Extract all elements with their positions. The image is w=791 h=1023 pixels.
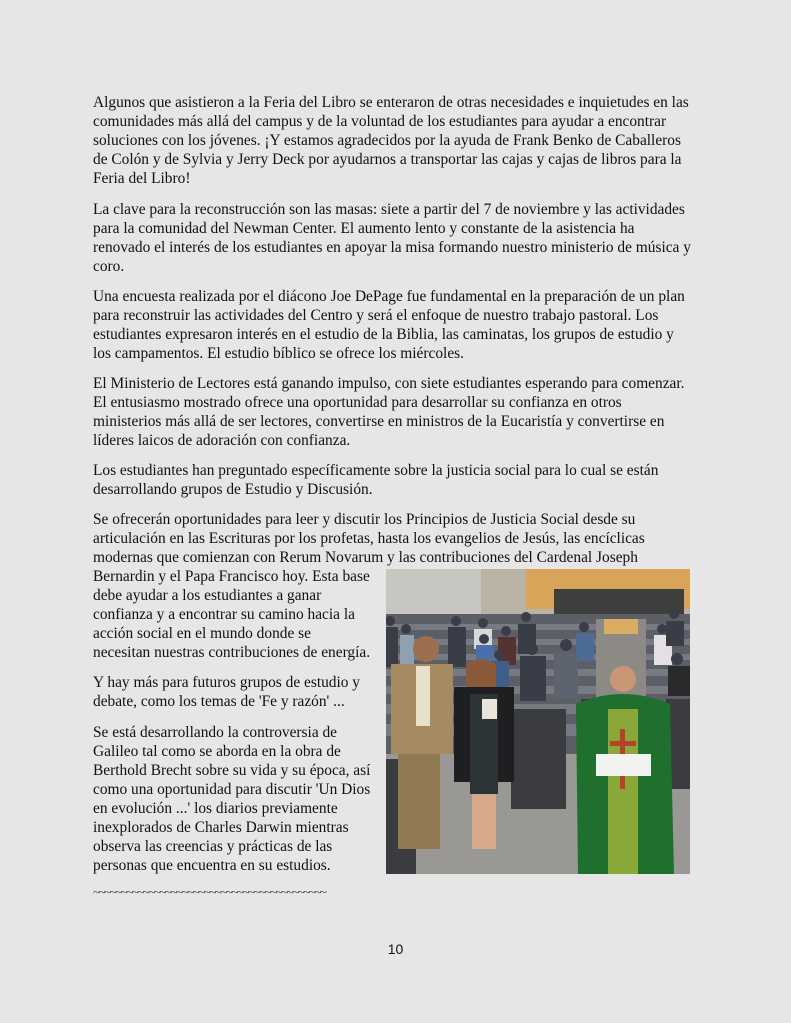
paragraph: [93, 673, 360, 711]
text-line: desarrollando grupos de Estudio y Discusión.: [93, 481, 373, 498]
text-line: debate, como los temas de 'Fe y razón' ...: [93, 693, 345, 710]
text-line: El entusiasmo mostrado ofrece una oportunidad para desarrollar su confianza en otros: [93, 394, 622, 411]
text-line: para reconstruir las actividades del Centro y será el enfoque de nuestro trabajo pastoral. Los: [93, 307, 659, 324]
text-line: Feria del Libro!: [93, 170, 191, 187]
text-line: Berthold Brecht sobre su vida y su época, así: [93, 762, 371, 779]
text-line: ministerios más allá de ser lectores, convertirse en ministros de la Eucaristía y convertirse en: [93, 413, 665, 430]
group-photo: [386, 569, 690, 874]
paragraph: [93, 723, 370, 875]
text-line: articulación en las Escrituras por los profetas, hasta los evangelios de Jesús, las encíclicas: [93, 530, 645, 547]
text-line: Una encuesta realizada por el diácono Joe DePage fue fundamental en la preparación de un plan: [93, 288, 685, 305]
text-line: Algunos que asistieron a la Feria del Libro se enteraron de otras necesidades e inquietudes en las: [93, 94, 689, 111]
text-line: personas que encuentra en su estudios.: [93, 857, 331, 874]
text-line: comunidades más allá del campus y de la voluntad de los estudiantes para ayudar a encontrar: [93, 113, 667, 130]
text-line: Se ofrecerán oportunidades para leer y discutir los Principios de Justicia Social desde su: [93, 511, 636, 528]
paragraph: [93, 93, 689, 188]
text-line: Se está desarrollando la controversia de: [93, 724, 338, 741]
text-line: líderes laicos de adoración con confianza.: [93, 432, 351, 449]
text-line: en evolución ...' los diarios previamente: [93, 800, 338, 817]
text-line: para la comunidad del Newman Center. El aumento lento y constante de la asistencia ha: [93, 220, 635, 237]
text-line: estudiantes expresaron interés en el estudio de la Biblia, las caminatas, los grupos de estudio y: [93, 326, 674, 343]
section-separator: ~~~~~~~~~~~~~~~~~~~~~~~~~~~~~~~~~~~~~~~~~~: [93, 884, 326, 899]
text-line: confianza y a encontrar su camino hacia la: [93, 606, 355, 623]
text-line: coro.: [93, 258, 125, 275]
text-line: Los estudiantes han preguntado específicamente sobre la justicia social para lo cual se están: [93, 462, 659, 479]
text-line: necesitan nuestras contribuciones de energía.: [93, 644, 371, 661]
paragraph: [93, 374, 685, 450]
text-line: de Colón y de Sylvia y Jerry Deck por ayudarnos a transportar las cajas y cajas de libros para la: [93, 151, 682, 168]
text-line: El Ministerio de Lectores está ganando impulso, con siete estudiantes esperando para comenzar.: [93, 375, 685, 392]
text-line: los campamentos. El estudio bíblico se ofrece los miércoles.: [93, 345, 464, 362]
text-line: renovado el interés de los estudiantes en apoyar la misa formando nuestro ministerio de música y: [93, 239, 691, 256]
text-line: Galileo tal como se aborda en la obra de: [93, 743, 341, 760]
text-line: debe ayudar a los estudiantes a ganar: [93, 587, 322, 604]
text-line: como una oportunidad para discutir 'Un Dios: [93, 781, 371, 798]
text-line: soluciones con los jóvenes. ¡Y estamos agradecidos por la ayuda de Frank Benko de Caballeros: [93, 132, 681, 149]
text-line: acción social en el mundo donde se: [93, 625, 311, 642]
page-number: 10: [387, 941, 404, 957]
text-line: modernas que comienzan con Rerum Novarum y las contribuciones del Cardenal Joseph: [93, 549, 638, 566]
text-line: inexplorados de Charles Darwin mientras: [93, 819, 349, 836]
text-line: Y hay más para futuros grupos de estudio y: [93, 674, 360, 691]
text-line: La clave para la reconstrucción son las masas: siete a partir del 7 de noviembre y las actividades: [93, 201, 685, 218]
paragraph: [93, 461, 658, 499]
text-line: Bernardin y el Papa Francisco hoy. Esta base: [93, 568, 370, 585]
paragraph: [93, 200, 691, 276]
text-line: observa las creencias y prácticas de las: [93, 838, 333, 855]
paragraph: [93, 287, 685, 363]
